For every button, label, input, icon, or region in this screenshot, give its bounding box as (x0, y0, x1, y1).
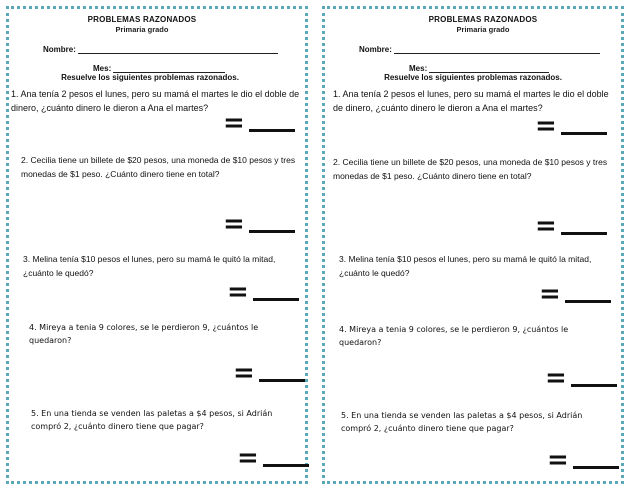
month-input-line[interactable] (429, 64, 549, 73)
month-input-line[interactable] (113, 64, 225, 73)
answer-5[interactable] (547, 445, 619, 475)
month-field[interactable] (93, 64, 225, 73)
answer-line[interactable] (249, 129, 295, 132)
equals-sign: = (539, 279, 561, 309)
problem-1: 1. Ana tenía 2 pesos el lunes, pero su mamá el martes le dio el doble de dinero, ¿cuánto dinero le dieron a Ana el martes? (11, 89, 300, 113)
equals-sign: = (233, 358, 255, 388)
name-label: Nombre: (359, 45, 392, 54)
answer-line[interactable] (253, 298, 299, 301)
answer-line[interactable] (571, 384, 617, 387)
answer-line[interactable] (259, 379, 305, 382)
answer-1[interactable] (535, 111, 607, 141)
worksheet-left (6, 6, 308, 484)
answer-2[interactable] (535, 211, 607, 241)
equals-sign: = (535, 211, 557, 241)
month-field[interactable] (409, 64, 549, 73)
problem-1: 1. Ana tenía 2 pesos el lunes, pero su mamá el martes le dio el doble de dinero, ¿cuánto dinero le dieron a Ana el martes? (333, 89, 609, 113)
grade-label: Primaria grado (456, 25, 510, 34)
problem-2: 2. Cecilia tiene un billete de $20 pesos, una moneda de $10 pesos y tres monedas de $1 peso. ¿Cuánto dinero tiene en total? (333, 157, 608, 181)
problem-3: 3. Melina tenía $10 pesos el lunes, pero su mamá le quitó la mitad, ¿cuánto le quedó? (339, 254, 592, 278)
answer-line[interactable] (561, 132, 607, 135)
equals-sign: = (545, 363, 567, 393)
answer-2[interactable] (223, 209, 295, 239)
name-label: Nombre: (43, 45, 76, 54)
equals-sign: = (223, 108, 245, 138)
instructions: Resuelve los siguientes problemas razonados. (384, 73, 562, 82)
month-label: Mes: (93, 64, 112, 73)
problem-5: 5. En una tienda se venden las paletas a $4 pesos, si Adrián compró 2, ¿cuánto dinero tiene que pagar? (341, 411, 583, 433)
equals-sign: = (547, 445, 569, 475)
problem-4: 4. Mireya a tenia 9 colores, se le perdieron 9, ¿cuántos le quedaron? (339, 325, 569, 347)
answer-3[interactable] (227, 277, 299, 307)
problem-5: 5. En una tienda se venden las paletas a $4 pesos, si Adrián compró 2, ¿cuánto dinero tiene que pagar? (31, 409, 273, 431)
answer-4[interactable] (545, 363, 617, 393)
problem-2: 2. Cecilia tiene un billete de $20 pesos, una moneda de $10 pesos y tres monedas de $1 peso. ¿Cuánto dinero tiene en total? (21, 155, 296, 179)
answer-5[interactable] (237, 443, 309, 473)
name-field[interactable] (43, 45, 278, 54)
answer-1[interactable] (223, 108, 295, 138)
answer-3[interactable] (539, 279, 611, 309)
problem-4: 4. Mireya a tenia 9 colores, se le perdieron 9, ¿cuántos le quedaron? (29, 323, 259, 345)
equals-sign: = (223, 209, 245, 239)
answer-line[interactable] (573, 466, 619, 469)
answer-line[interactable] (249, 230, 295, 233)
worksheet-title: PROBLEMAS RAZONADOS (428, 15, 538, 24)
equals-sign: = (535, 111, 557, 141)
grade-label: Primaria grado (115, 25, 169, 34)
worksheet-right (322, 6, 624, 484)
name-input-line[interactable] (78, 45, 278, 54)
name-input-line[interactable] (394, 45, 600, 54)
problem-3: 3. Melina tenía $10 pesos el lunes, pero su mamá le quitó la mitad, ¿cuánto le quedó? (23, 254, 276, 278)
answer-4[interactable] (233, 358, 305, 388)
answer-line[interactable] (561, 232, 607, 235)
answer-line[interactable] (565, 300, 611, 303)
worksheet-title: PROBLEMAS RAZONADOS (87, 15, 197, 24)
answer-line[interactable] (263, 464, 309, 467)
month-label: Mes: (409, 64, 428, 73)
equals-sign: = (227, 277, 249, 307)
instructions: Resuelve los siguientes problemas razonados. (61, 73, 239, 82)
equals-sign: = (237, 443, 259, 473)
name-field[interactable] (359, 45, 600, 54)
